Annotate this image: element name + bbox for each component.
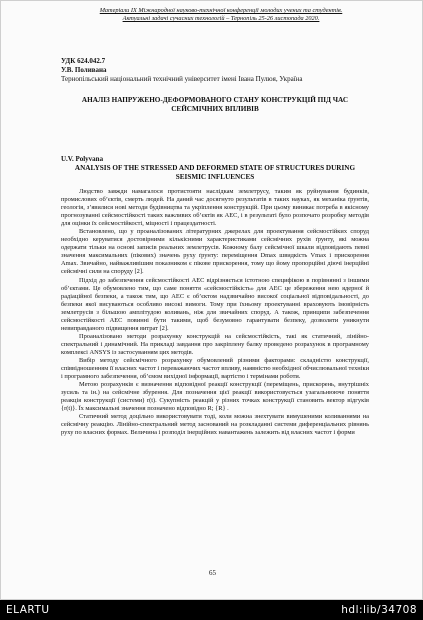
repository-name: ELARTU [6,604,50,616]
paragraph: Людство завжди намагалося протистояти наслідкам землетрусу, таким як руйнування будинків, промислових об’єктів, смерть людей. На даний час досягнуто результатів в таких науках, як механіка ґрунтів, геологія, з’явилися нові методи будівництва та укріплення конструкцій. При цьому виникає потреба в якісному прогнозуванні сейсмостійкості таких важливих об’єктів як АЕС, і в результаті було розпочато розробку методів для оцінки їх сейсмостійкості, міцності і працездатності. [61,188,369,228]
article-meta [61,57,391,84]
paragraph: Метою розрахунків є визначення відповідної реакції конструкції (переміщень, прискорень, внутрішніх зусиль та ін.) на сейсмічне збурення. Для позначення цієї реакції використовується узагальнююче поняття реакція конструкції (системи) r(t). Сукупність реакцій у різних точках конструкції становить вектор відгуків {r(t)}. Їх максимальні значення позначено відповідно R; {R} . [61,381,369,413]
header-line-2: Актуальні задачі сучасних технологій – Тернопіль 25-26 листопада 2020. [122,15,320,22]
article-body [61,188,369,437]
author-en: U.V. Polyvana [61,155,104,163]
paragraph: Проаналізовано методи розрахунку конструкцій на сейсмостійкість, такі як статичний, лінійно-спектральний і динамічний. На прикладі завдання про закріплену балку проведено розрахунок в програмному комплексі ANSYS із застосуванням цих методів. [61,332,369,356]
page-number: 65 [209,569,216,577]
article-title-en: ANALYSIS OF THE STRESSED AND DEFORMED STATE OF STRUCTURES DURING SEISMIC INFLUENCES [74,164,356,181]
paragraph: Підхід до забезпечення сейсмостійкості АЕС відрізняється істотною специфікою в порівнянні з іншими об’єктами. Це обумовлено тим, що саме поняття «сейсмостійкість» для АЕС це збереження нею ядерної й радіаційної безпеки, а також тим, що АЕС є об’єктом надзвичайно високої соціальної відповідальності, до безпеки якої висуваються особливо високі вимоги. Тому при їхньому проектуванні враховують імовірність землетрусів з більшою амплітудою коливань, ніж для звичайних споруд. А також, принципи забезпечення сейсмостійкості АЕС повинні бути такими, щоб безумовно гарантувати безпеку, дозволяти уникнути невиправданого підвищення витрат [2]. [61,276,369,332]
repository-footer-bar [0,600,423,620]
paragraph: Встановлено, що у проаналізованих літературних джерелах для проектування сейсмостійких споруд необхідно керуватися достовірними кількісними характеристиками сейсмічних рухів ґрунту, які можна одержати тільки на основі записів реальних землетрусів. Кожному балу сейсмічної шкали відповідають певні значення максимальних (пікових) значень руху ґрунту: переміщення Dmax швидкість Vmax і прискорення Amax. Звичайно, найважливішим показником є пікове прискорення, тому що йому пропорційні діючі інерційні сейсмічні сили на споруду [2]. [61,228,369,276]
author-ua: У.В. Поливана [61,66,107,74]
conference-header [71,7,371,23]
paragraph: Вибір методу сейсмічного розрахунку обумовлений різними факторами: складністю конструкції, співвідношенням її власних частот і переважаючих частот впливу, наявністю необхідної обчислювальної техніки і програмного забезпечення, об’ємом вихідної інформації, вартістю і термінами роботи. [61,356,369,381]
header-line-1: Матеріали IX Міжнародної науково-технічної конференції молодих учених та студентів. [99,7,343,14]
handle-identifier[interactable]: hdl:lib/34708 [341,604,417,616]
affiliation-ua: Тернопільський національний технічний університет імені Івана Пулюя, Україна [61,75,303,83]
udc-code: УДК 624.042.7 [61,57,106,65]
article-title-ua: АНАЛІЗ НАПРУЖЕНО-ДЕФОРМОВАНОГО СТАНУ КОНСТРУКЦІЙ ПІД ЧАС СЕЙСМІЧНИХ ВПЛИВІВ [81,96,349,113]
paragraph: Статичний метод доцільно використовувати тоді, коли можна знехтувати вимушеними коливаннями на сейсмічну реакцію. Лінійно-спектральний метод заснований на розкладанні системи диференціальних рівнянь руху по власних формах. Величина і розподіл інерційних навантажень залежить від власних частот і форми [61,413,369,437]
